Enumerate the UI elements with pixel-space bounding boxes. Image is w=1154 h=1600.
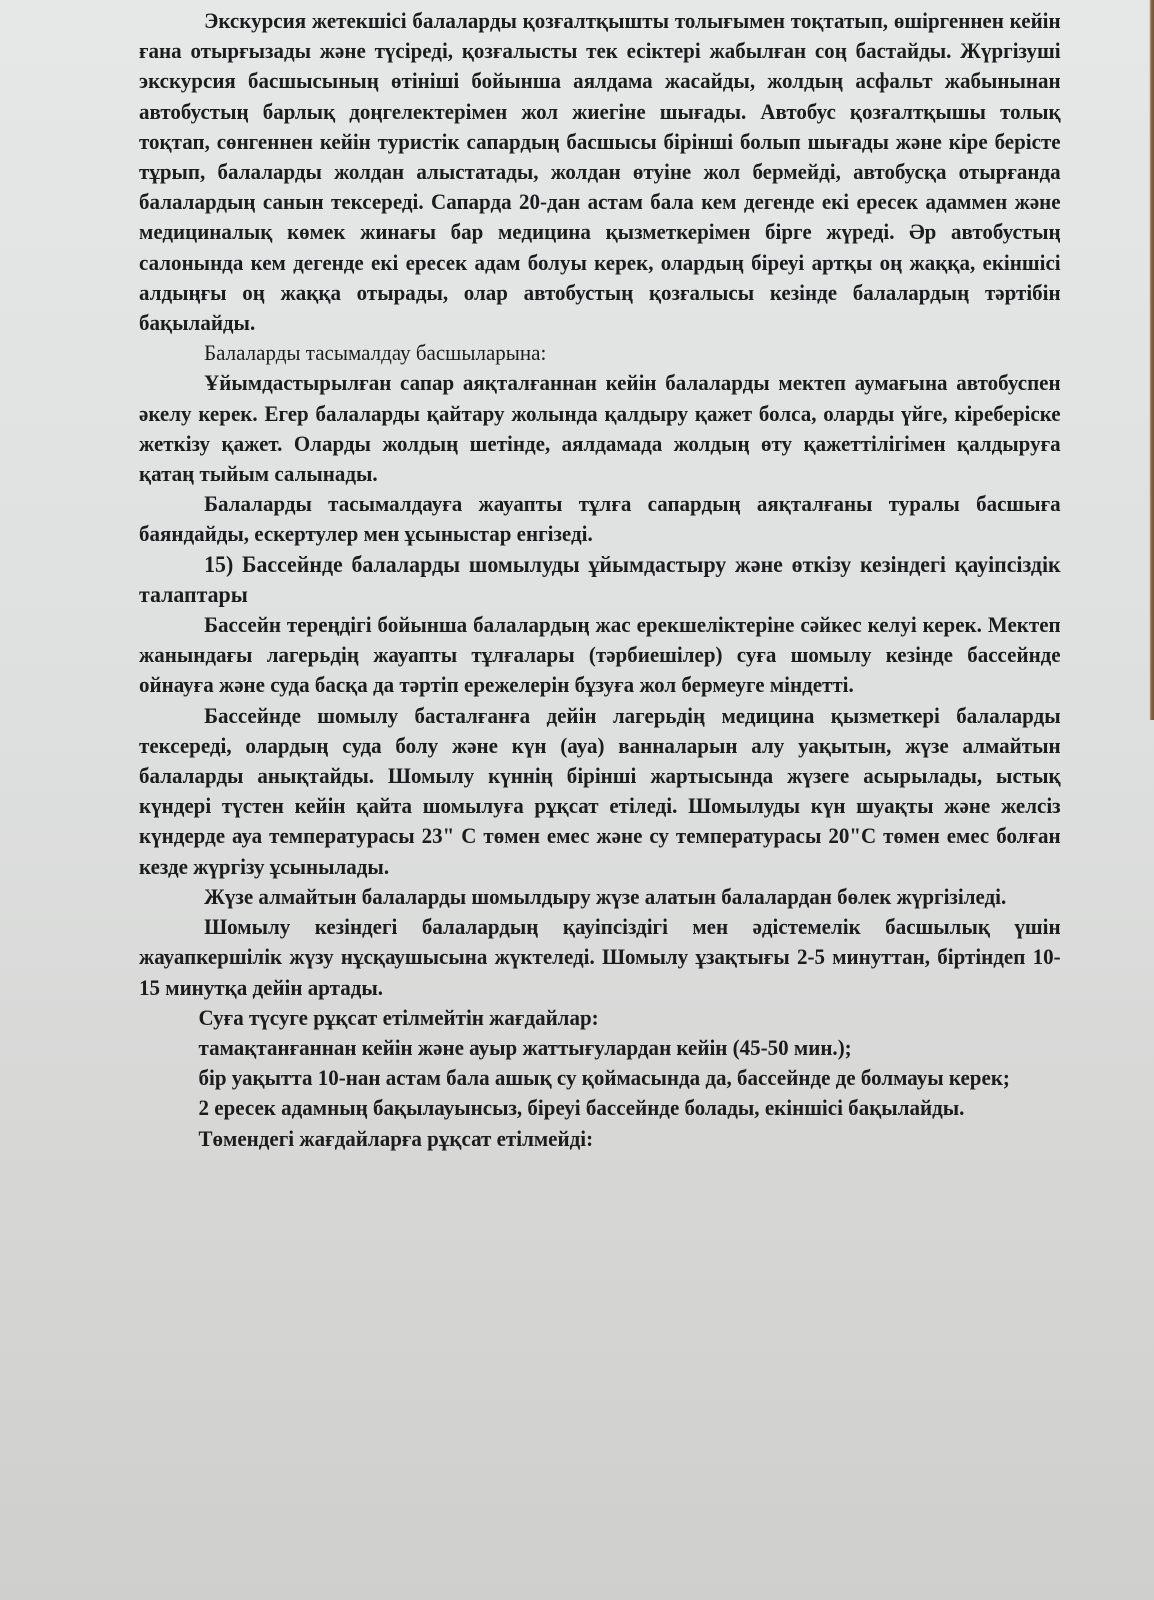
table-edge [1149,0,1154,720]
section-heading: 15) Бассейнде балаларды шомылуды ұйымдастыру және өткізу кезіндегі қауіпсіздік талаптары [139,551,1061,608]
paragraph-instructor-responsibility: Шомылу кезіндегі балалардың қауіпсіздігі мен әдістемелік басшылық үшін жауапкершілік жүзу нұсқаушысына жүктеледі. Шомылу ұзақтығы 2-5 минуттан, біртіндеп 10-15 минутқа дейін артады. [139,914,1061,1000]
list-item-not-allowed: бір уақытта 10-нан астам бала ашық су қоймасында да, бассейнде де болмауы керек; [198,1065,1010,1091]
paragraph-following-not-allowed: Төмендегі жағдайларға рұқсат етілмейді: [198,1125,594,1151]
paragraph-return-to-school: Ұйымдастырылған сапар аяқталғаннан кейін балаларды мектеп аумағына автобуспен әкелу керек. Егер балаларды қайтару жолында қалдыру қажет болса, оларды үйге, кіреберіске жеткізу қажет. Оларды жолдың шетінде, аялдамада жолдың өту қажеттілігімен қалдыруға қатаң тыйым салынады. [139,370,1061,487]
paragraph-responsible-person-report: Балаларды тасымалдауға жауапты тұлға сапардың аяқталғаны туралы басшыға баяндайды, ескертулер мен ұсыныстар енгізеді. [139,491,1061,547]
paragraph-non-swimmers: Жүзе алмайтын балаларды шомылдыру жүзе алатын балалардан бөлек жүргізіледі. [204,883,1007,909]
list-item-not-allowed: 2 ересек адамның бақылауынсыз, біреуі бассейнде болады, екіншісі бақылайды. [198,1095,965,1121]
document-page [139,6,1061,1154]
paragraph-transport-heads-intro: Балаларды тасымалдау басшыларына: [204,340,547,366]
paragraph-excursion-leader: Экскурсия жетекшісі балаларды қозғалтқышты толығымен тоқтатып, өшіргеннен кейін ғана отырғызады және түсіреді, қозғалысты тек есіктері жабылған соң бастайды. Жүргізуші экскурсия басшысының өтініші бойынша аялдама жасайды, жолдың асфальт жабынынан автобустың барлық доңгелектерімен жол жиегіне шығады. Автобус қозғалтқышы толық тоқтап, сөнгеннен кейін туристік сапардың басшысы бірінші болып шығады және кіре берісте тұрып, балаларды жолдан алыстатады, жолдан өтуіне жол бермейді, автобусқа отырғанда балалардың санын тексереді. Сапарда 20-дан астам бала кем дегенде екі ересек адаммен және медициналық көмек жинағы бар медицина қызметкерімен бірге жүреді. Әр автобустың салонында кем дегенде екі ересек адам болуы керек, олардың біреуі артқы оң жаққа, екіншісі алдыңғы оң жаққа отырады, олар автобустың қозғалысы кезінде балалардың тәртібін бақылайды. [139,8,1061,336]
paragraph-medical-check: Бассейнде шомылу басталғанға дейін лагерьдің медицина қызметкері балаларды тексереді, олардың суда болу және күн (ауа) ванналарын алу уақытын, жүзе алмайтын балаларды анықтайды. Шомылу күннің бірінші жартысында жүзеге асырылады, ыстық күндері түстен кейін қайта шомылуға рұқсат етіледі. Шомылуды күн шуақты және желсіз күндерде ауа температурасы 23" С төмен емес және су температурасы 20"С төмен емес болған кезде жүргізу ұсынылады. [139,702,1061,879]
paragraph-not-allowed-intro: Суға түсуге рұқсат етілмейтін жағдайлар: [198,1004,599,1030]
list-item-not-allowed: тамақтанғаннан кейін және ауыр жаттығулардан кейін (45-50 мин.); [198,1034,852,1060]
paragraph-pool-depth: Бассейн тереңдігі бойынша балалардың жас ерекшеліктеріне сәйкес келуі керек. Мектеп жанындағы лагерьдің жауапты тұлғалары (тәрбиешілер) суға шомылу кезінде бассейнде ойнауға және суда басқа да тәртіп ережелерін бұзуға жол бермеуге міндетті. [139,612,1061,698]
